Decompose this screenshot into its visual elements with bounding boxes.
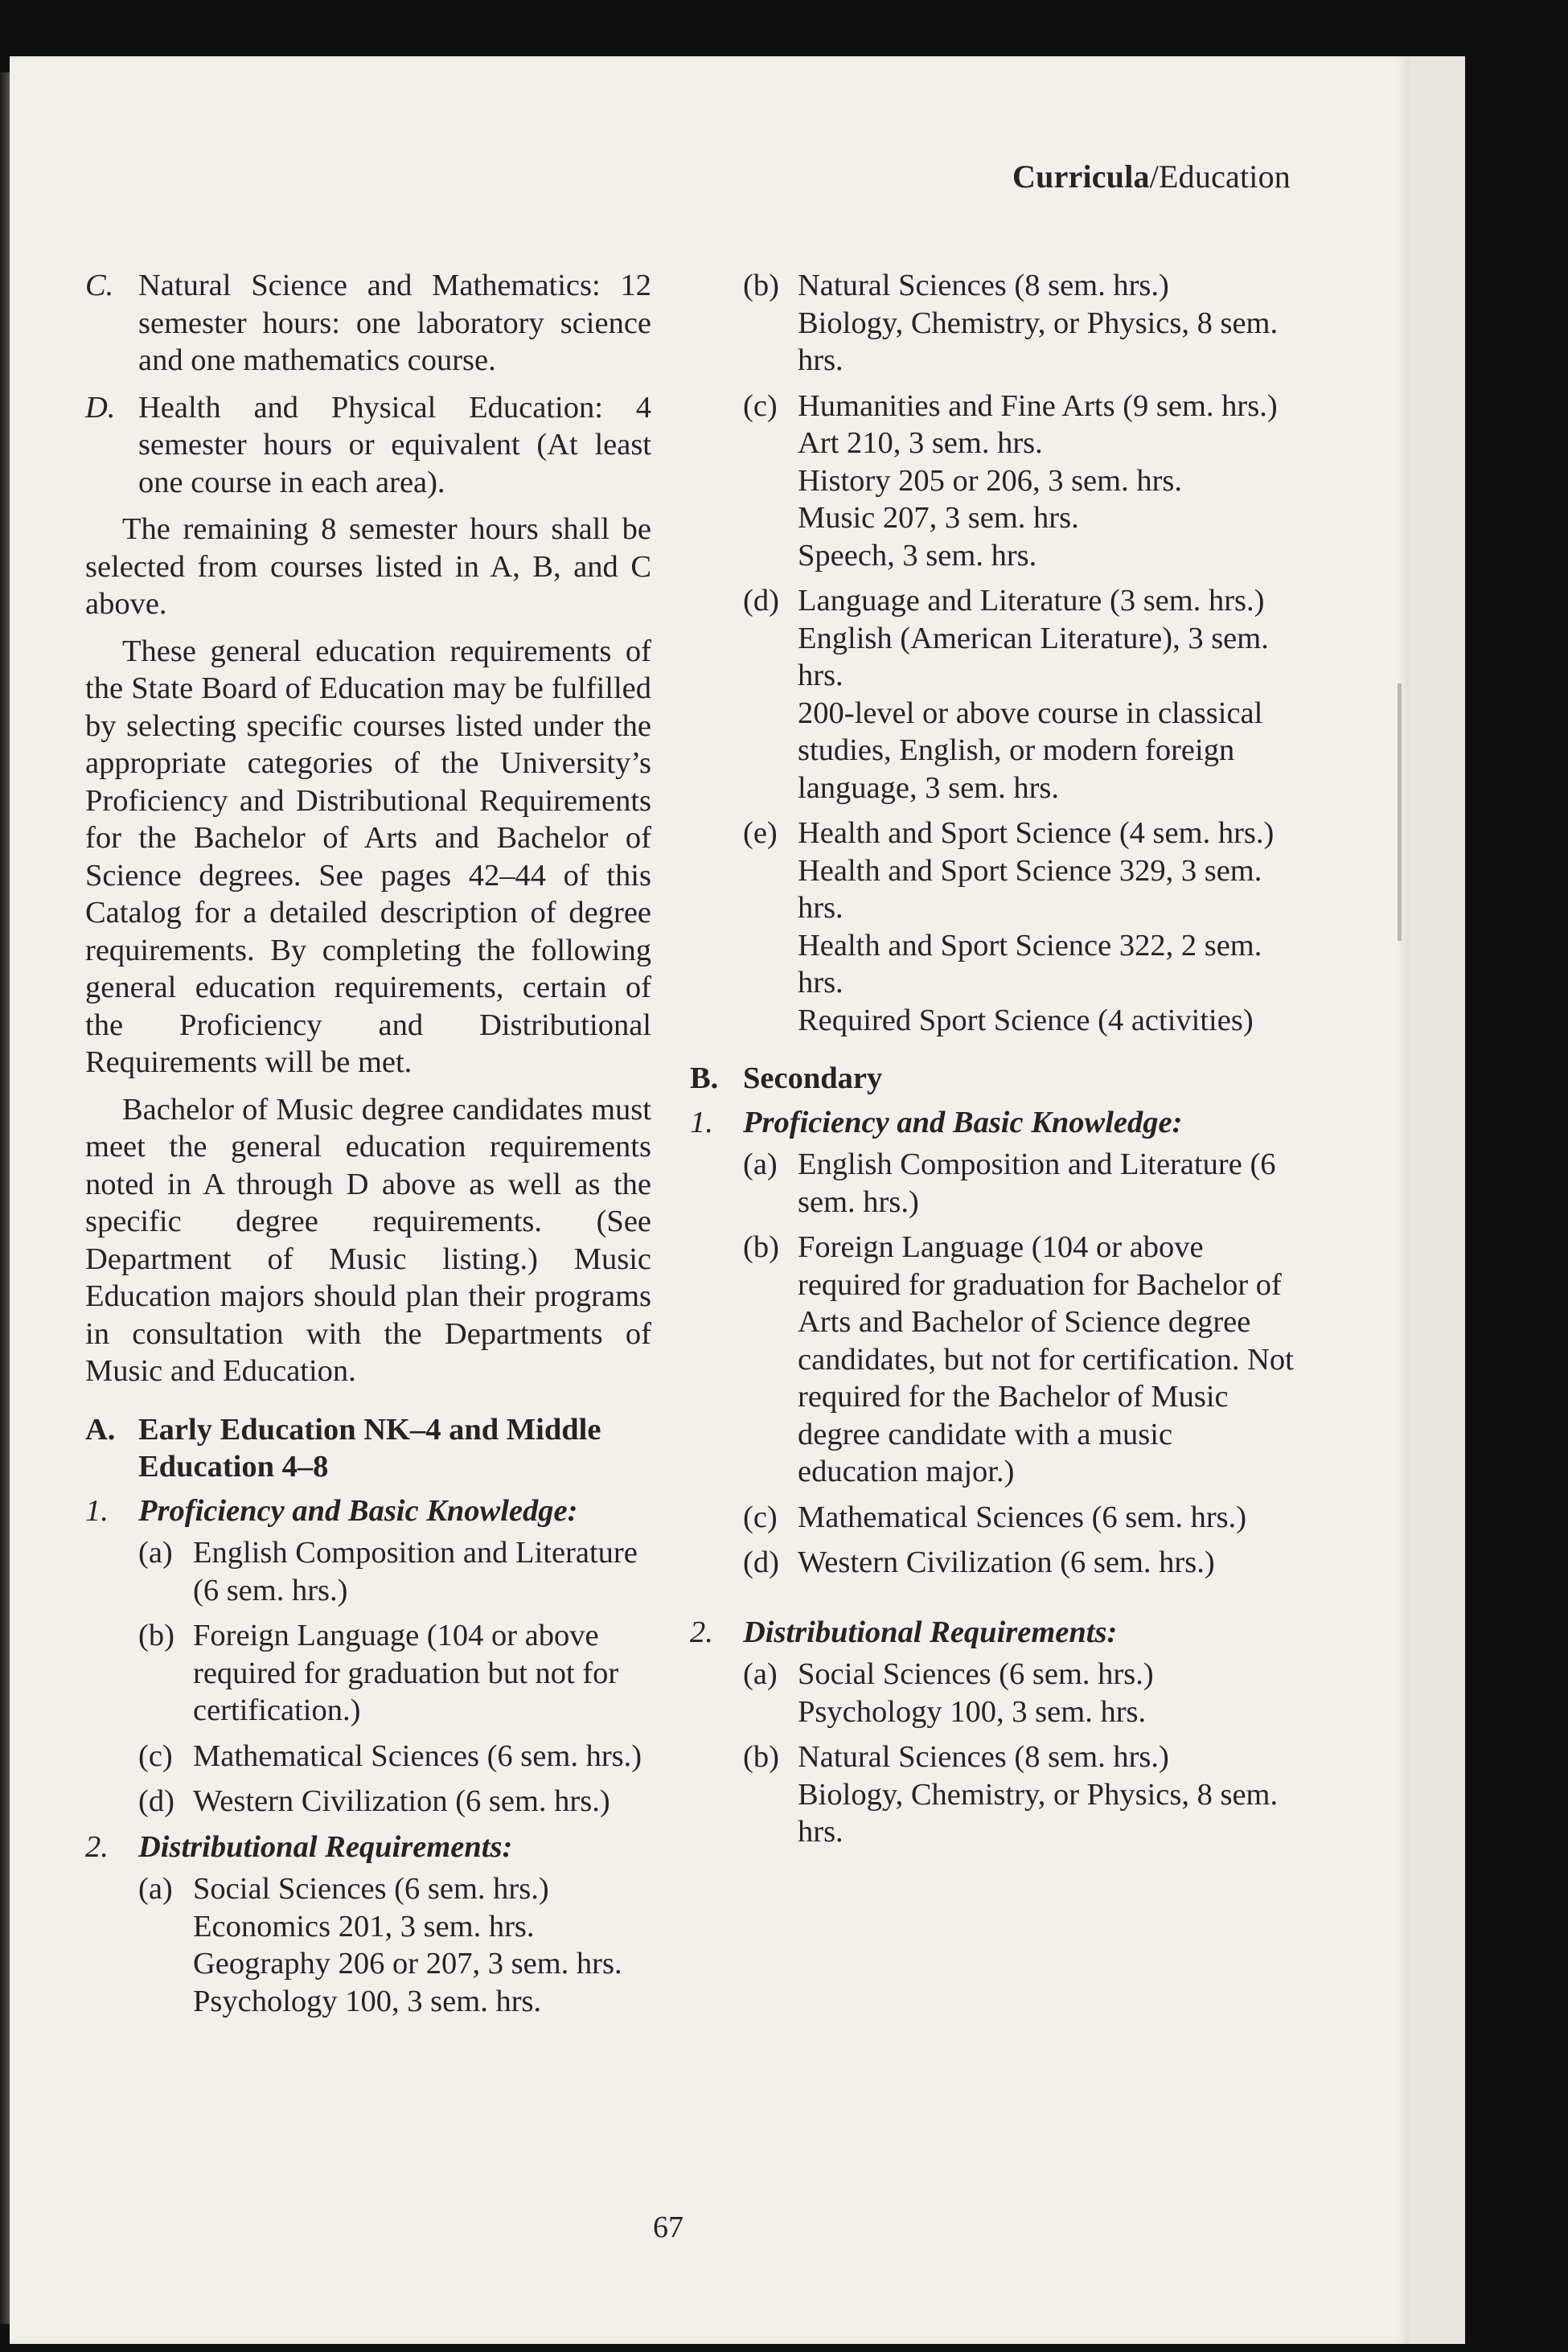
item-label: (b)	[138, 1619, 174, 1652]
item-line: Language and Literature (3 sem. hrs.)	[798, 584, 1265, 618]
paragraph: Bachelor of Music degree candidates must meet the general education requirements noted in A through D above as well as the specific degree requirements. (See Department of Music listing.) Music Education majors should plan their programs in consultation with the Departments of Music and Education.	[85, 1092, 651, 1388]
subheading-proficiency	[85, 1492, 651, 1530]
item-line: Economics 201, 3 sem. hrs.	[193, 1909, 535, 1944]
item-line: English (American Literature), 3 sem. hrs.	[798, 621, 1269, 692]
item-d	[85, 389, 651, 502]
item-text	[193, 1870, 651, 2020]
list-item	[743, 1229, 1295, 1491]
item-text: Health and Physical Education: 4 semester hours or equivalent (At least one course in each area).	[138, 390, 651, 499]
list-item	[743, 1544, 1295, 1582]
item-text: Mathematical Sciences (6 sem. hrs.)	[193, 1738, 642, 1773]
item-text	[798, 815, 1295, 1039]
item-line: Required Sport Science (4 activities)	[798, 1003, 1254, 1037]
item-text	[798, 267, 1295, 380]
item-line: Speech, 3 sem. hrs.	[798, 538, 1037, 573]
paragraph: These general education requirements of the State Board of Education may be fulfilled by selecting specific courses listed under the appropriate categories of the University’s Proficiency and Distributional Requirements for the Bachelor of Arts and Bachelor of Science degrees. See pages 42–44 of this Catalog for a detailed description of degree requirements. By completing the following general education requirements, certain of the Proficiency and Distributional Requirements will be met.	[85, 634, 651, 1079]
item-line: Psychology 100, 3 sem. hrs.	[798, 1694, 1147, 1729]
subheading-title: Proficiency and Basic Knowledge:	[743, 1105, 1183, 1139]
item-label: (b)	[743, 269, 779, 302]
list-item	[743, 1738, 1295, 1851]
item-label: (d)	[743, 1545, 779, 1579]
subheading-distributional	[690, 1614, 1295, 1652]
item-label: (b)	[743, 1230, 779, 1264]
item-line: Social Sciences (6 sem. hrs.)	[798, 1657, 1154, 1691]
item-text	[798, 582, 1295, 807]
section-heading-b	[690, 1060, 1295, 1098]
subheading-title: Distributional Requirements:	[743, 1615, 1118, 1649]
section-heading-a	[85, 1411, 651, 1486]
item-text: English Composition and Literature (6 sem. hrs.)	[193, 1536, 638, 1607]
list-item	[138, 1534, 651, 1609]
item-line: Health and Sport Science (4 sem. hrs.)	[798, 816, 1275, 850]
item-label: C.	[85, 269, 114, 302]
list-item	[743, 1146, 1295, 1221]
subheading-label: 1.	[690, 1105, 713, 1139]
item-line: Geography 206 or 207, 3 sem. hrs.	[193, 1947, 622, 1981]
item-text: Natural Science and Mathematics: 12 semester hours: one laboratory science and one mathematics course.	[138, 269, 651, 377]
item-text: English Composition and Literature (6 sem. hrs.)	[798, 1147, 1276, 1219]
item-line: Music 207, 3 sem. hrs.	[798, 501, 1079, 535]
list-item	[138, 1738, 651, 1775]
page-edge	[1409, 56, 1465, 2344]
right-column	[690, 267, 1295, 1859]
item-text	[798, 1738, 1295, 1851]
list-item	[743, 267, 1295, 380]
subheading-label: 2.	[690, 1615, 713, 1649]
item-label: (d)	[138, 1784, 174, 1818]
item-line: Social Sciences (6 sem. hrs.)	[193, 1872, 549, 1906]
list-item	[743, 1499, 1295, 1537]
item-label: (c)	[138, 1738, 173, 1773]
item-line: History 205 or 206, 3 sem. hrs.	[798, 463, 1183, 498]
item-line: Humanities and Fine Arts (9 sem. hrs.)	[798, 388, 1278, 423]
item-text: Foreign Language (104 or above required for graduation for Bachelor of Arts and Bachelor of Science degree candidates, but not for certification. Not required for the Bachelor of Music degree candidate with a music education major.)	[798, 1230, 1294, 1488]
list-item	[743, 815, 1295, 1039]
item-label: (e)	[743, 816, 778, 850]
scan-artifact	[1398, 683, 1402, 941]
header-bold: Curricula	[1012, 158, 1150, 195]
list-item	[138, 1617, 651, 1730]
list-item	[743, 1656, 1295, 1730]
section-title: Early Education NK–4 and Middle Education 4–8	[138, 1412, 601, 1484]
item-label: (a)	[138, 1536, 173, 1570]
item-text: Mathematical Sciences (6 sem. hrs.)	[798, 1500, 1247, 1534]
list-item	[743, 388, 1295, 575]
item-line: 200-level or above course in classical studies, English, or modern foreign language, 3 sem. hrs.	[798, 696, 1263, 805]
subheading-proficiency	[690, 1104, 1295, 1142]
list-item	[743, 582, 1295, 807]
item-line: Biology, Chemistry, or Physics, 8 sem. hrs.	[798, 1777, 1279, 1849]
section-label: A.	[85, 1412, 116, 1447]
list-item	[138, 1870, 651, 2020]
item-label: (a)	[138, 1872, 173, 1906]
item-line: Psychology 100, 3 sem. hrs.	[193, 1984, 542, 2018]
page-number: 67	[653, 2210, 683, 2244]
left-column	[85, 267, 651, 2028]
item-text	[798, 1656, 1295, 1730]
subheading-distributional	[85, 1829, 651, 1866]
item-line: Biology, Chemistry, or Physics, 8 sem. hrs.	[798, 306, 1279, 377]
item-line: Art 210, 3 sem. hrs.	[798, 426, 1043, 460]
paragraph: The remaining 8 semester hours shall be selected from courses listed in A, B, and C above.	[85, 512, 651, 621]
item-line: Health and Sport Science 322, 2 sem. hrs.	[798, 928, 1262, 999]
item-text	[798, 388, 1295, 575]
item-label: (a)	[743, 1657, 778, 1691]
item-label: D.	[85, 390, 116, 425]
running-header	[1012, 158, 1291, 195]
subheading-label: 2.	[85, 1829, 109, 1864]
item-label: (a)	[743, 1147, 778, 1181]
item-line: Natural Sciences (8 sem. hrs.)	[798, 269, 1169, 302]
item-c	[85, 267, 651, 380]
subheading-label: 1.	[85, 1493, 109, 1528]
subheading-title: Proficiency and Basic Knowledge:	[138, 1493, 578, 1528]
section-title: Secondary	[743, 1061, 883, 1095]
header-rest: /Education	[1149, 158, 1291, 195]
item-label: (c)	[743, 388, 778, 423]
item-label: (c)	[743, 1500, 778, 1534]
item-label: (b)	[743, 1740, 779, 1774]
subheading-title: Distributional Requirements:	[138, 1829, 513, 1864]
list-item	[138, 1783, 651, 1820]
item-line: Natural Sciences (8 sem. hrs.)	[798, 1740, 1169, 1774]
item-text: Western Civilization (6 sem. hrs.)	[798, 1545, 1215, 1579]
item-label: (d)	[743, 584, 779, 618]
item-text: Foreign Language (104 or above required for graduation but not for certification.)	[193, 1619, 619, 1727]
item-text: Western Civilization (6 sem. hrs.)	[193, 1784, 610, 1818]
binding-shadow	[0, 72, 10, 2324]
section-label: B.	[690, 1061, 719, 1095]
item-line: Health and Sport Science 329, 3 sem. hrs.	[798, 853, 1262, 925]
